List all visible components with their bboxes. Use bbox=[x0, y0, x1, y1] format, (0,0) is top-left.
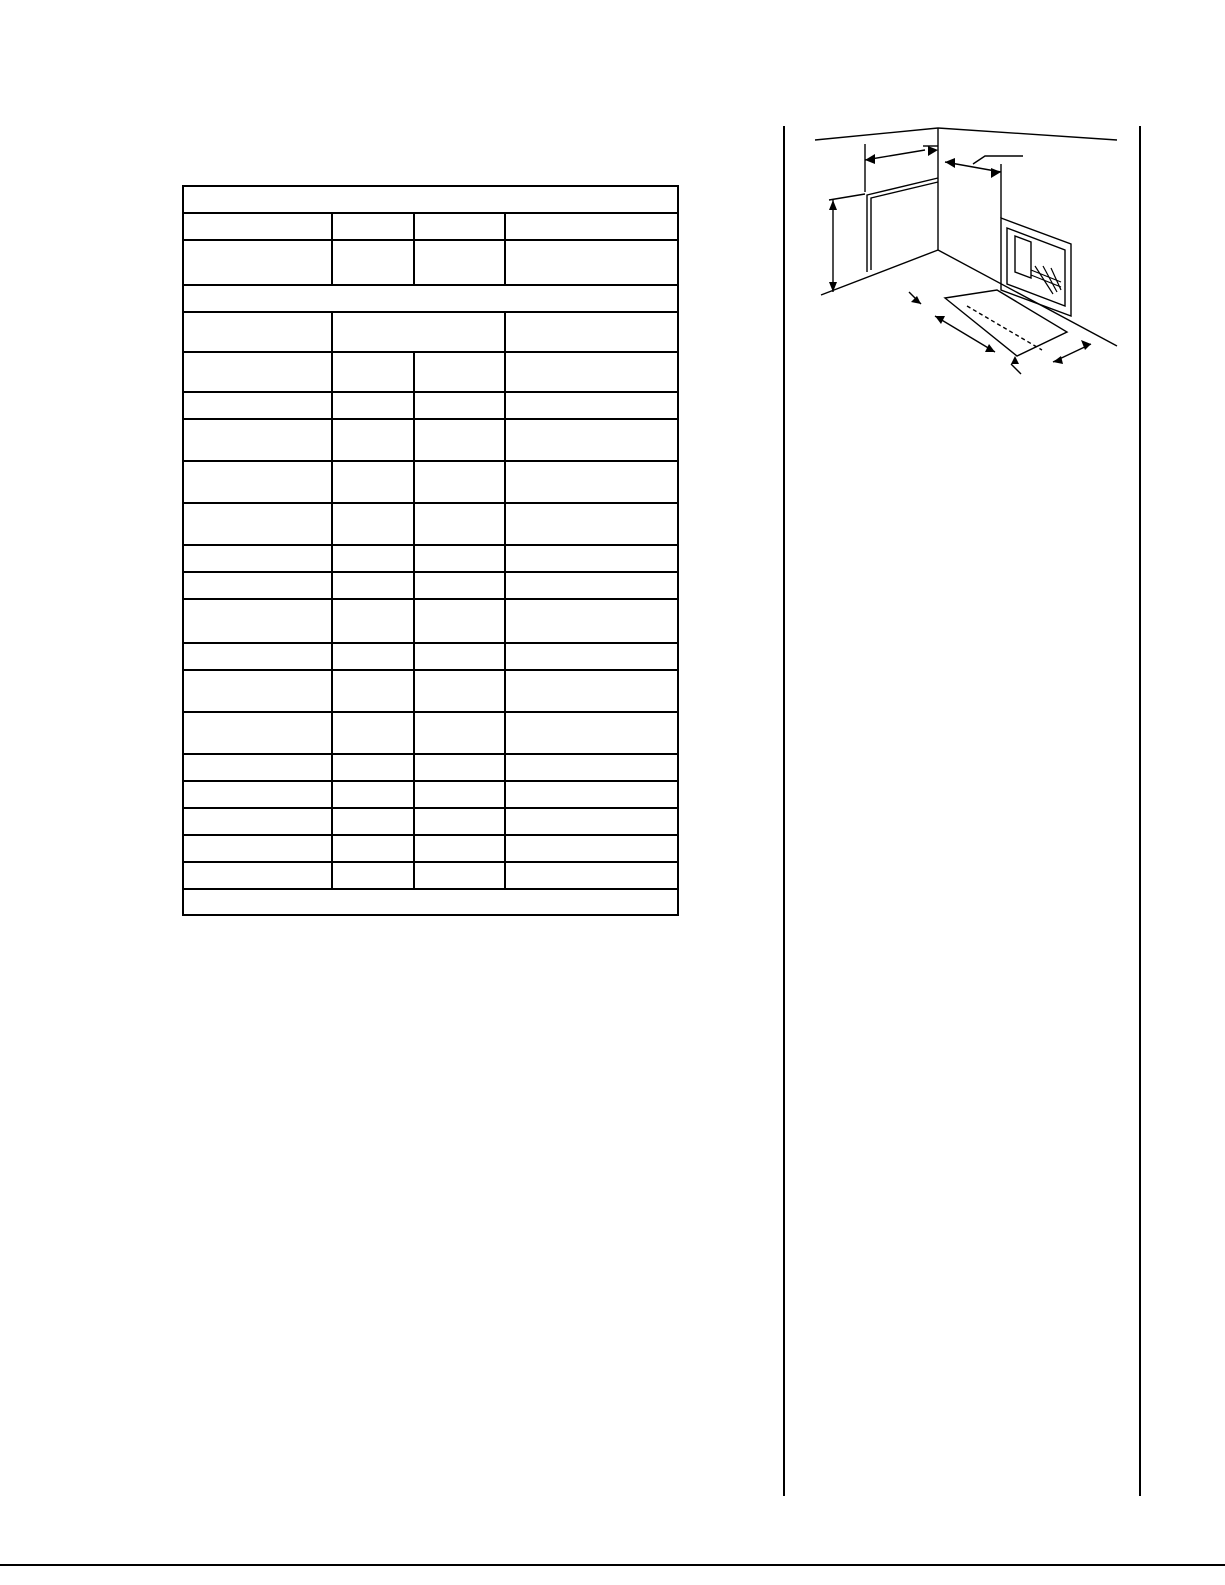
table-cell bbox=[184, 809, 333, 834]
fireplace-clearance-diagram bbox=[805, 120, 1135, 400]
table-cell bbox=[333, 644, 415, 669]
table-cell bbox=[333, 241, 415, 284]
table-cell bbox=[506, 600, 677, 642]
footer-rule bbox=[0, 1564, 1225, 1566]
table-cell bbox=[415, 755, 506, 780]
left-wall-mantel-inner bbox=[871, 182, 938, 270]
table-cell bbox=[184, 755, 333, 780]
table-cell bbox=[184, 644, 333, 669]
table-cell bbox=[184, 713, 333, 753]
table-cell bbox=[184, 504, 333, 544]
table-cell bbox=[506, 313, 677, 351]
table-cell bbox=[506, 671, 677, 711]
table-cell bbox=[415, 782, 506, 807]
table-cell bbox=[184, 420, 333, 460]
table-cell bbox=[415, 600, 506, 642]
table-cell bbox=[506, 241, 677, 284]
hearth-side-dim bbox=[1011, 364, 1021, 374]
table-cell bbox=[184, 863, 333, 888]
table-cell bbox=[506, 755, 677, 780]
table-cell bbox=[415, 420, 506, 460]
table-cell bbox=[415, 504, 506, 544]
table-row bbox=[184, 573, 677, 600]
table-cell bbox=[184, 462, 333, 502]
table-cell bbox=[506, 504, 677, 544]
table-row bbox=[184, 755, 677, 782]
table-cell bbox=[506, 863, 677, 888]
table-cell bbox=[184, 393, 333, 418]
table-cell bbox=[184, 241, 333, 284]
table-cell bbox=[506, 809, 677, 834]
table-cell bbox=[415, 836, 506, 861]
table-row bbox=[184, 836, 677, 863]
table-cell bbox=[506, 836, 677, 861]
table-row bbox=[184, 313, 677, 353]
table-cell bbox=[333, 755, 415, 780]
table-row bbox=[184, 644, 677, 671]
table-cell bbox=[415, 644, 506, 669]
table-cell bbox=[506, 393, 677, 418]
table-cell bbox=[333, 462, 415, 502]
table-cell bbox=[506, 713, 677, 753]
table-row bbox=[184, 286, 677, 313]
table-cell bbox=[333, 600, 415, 642]
table-cell bbox=[184, 286, 677, 311]
table-cell bbox=[415, 214, 506, 239]
table-cell bbox=[333, 504, 415, 544]
table-cell bbox=[415, 353, 506, 391]
table-cell bbox=[184, 353, 333, 391]
table-cell bbox=[333, 546, 415, 571]
table-row bbox=[184, 782, 677, 809]
ceiling-left-line bbox=[815, 128, 938, 140]
table-cell bbox=[333, 836, 415, 861]
table-cell bbox=[184, 600, 333, 642]
table-cell bbox=[333, 782, 415, 807]
table-cell bbox=[506, 420, 677, 460]
table-cell bbox=[184, 313, 333, 351]
table-cell bbox=[184, 546, 333, 571]
column-divider-left bbox=[783, 126, 785, 1496]
table-cell bbox=[333, 420, 415, 460]
table-row bbox=[184, 214, 677, 241]
table-cell bbox=[415, 809, 506, 834]
table-cell bbox=[184, 187, 677, 212]
table-row bbox=[184, 809, 677, 836]
left-wall-mantel bbox=[867, 178, 938, 272]
table-row bbox=[184, 863, 677, 890]
table-cell bbox=[415, 863, 506, 888]
table-row bbox=[184, 600, 677, 644]
table-cell bbox=[333, 313, 506, 351]
table-row bbox=[184, 546, 677, 573]
table-cell bbox=[333, 573, 415, 598]
table-cell bbox=[506, 214, 677, 239]
mantel-height-ext bbox=[829, 194, 865, 200]
table-cell bbox=[506, 573, 677, 598]
side-wall-leader bbox=[973, 156, 1023, 164]
table-cell bbox=[415, 462, 506, 502]
table-cell bbox=[415, 393, 506, 418]
ceiling-right-line bbox=[938, 128, 1117, 140]
table-cell bbox=[415, 713, 506, 753]
table-cell bbox=[333, 671, 415, 711]
fireplace-inner-wall bbox=[1015, 236, 1031, 278]
table-row bbox=[184, 420, 677, 462]
table-cell bbox=[415, 546, 506, 571]
floor-right-line bbox=[938, 250, 1117, 346]
table-cell bbox=[333, 393, 415, 418]
table-row bbox=[184, 353, 677, 393]
column-divider-right bbox=[1139, 126, 1141, 1496]
floor-left-line bbox=[821, 250, 938, 295]
table-row bbox=[184, 504, 677, 546]
hearth-depth-dim bbox=[935, 316, 995, 352]
table-cell bbox=[333, 214, 415, 239]
table-cell bbox=[333, 353, 415, 391]
hearth-centerline bbox=[967, 306, 1042, 350]
table-cell bbox=[415, 241, 506, 284]
log-grate bbox=[1031, 266, 1061, 294]
table-cell bbox=[184, 573, 333, 598]
table-cell bbox=[506, 546, 677, 571]
table-cell bbox=[184, 836, 333, 861]
clearance-spec-table bbox=[182, 185, 679, 916]
table-cell bbox=[184, 671, 333, 711]
table-row bbox=[184, 713, 677, 755]
table-cell bbox=[506, 353, 677, 391]
table-row bbox=[184, 241, 677, 286]
table-cell bbox=[184, 890, 677, 920]
table-cell bbox=[506, 644, 677, 669]
table-row bbox=[184, 671, 677, 713]
table-cell bbox=[333, 809, 415, 834]
table-row bbox=[184, 187, 677, 214]
table-cell bbox=[333, 713, 415, 753]
table-row bbox=[184, 890, 677, 920]
table-cell bbox=[506, 782, 677, 807]
table-cell bbox=[415, 573, 506, 598]
table-cell bbox=[184, 214, 333, 239]
table-cell bbox=[184, 782, 333, 807]
table-row bbox=[184, 462, 677, 504]
table-row bbox=[184, 393, 677, 420]
table-cell bbox=[415, 671, 506, 711]
table-cell bbox=[506, 462, 677, 502]
table-cell bbox=[333, 863, 415, 888]
